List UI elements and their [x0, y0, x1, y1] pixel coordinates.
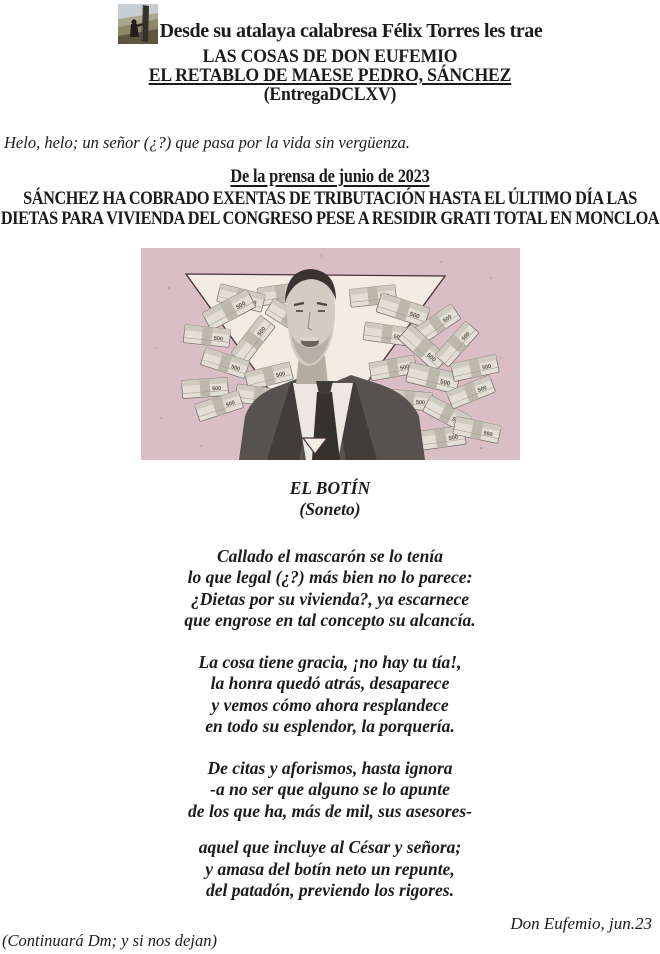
poem-stanza	[0, 758, 660, 823]
poem-line: De citas y aforismos, hasta ignora	[207, 757, 453, 778]
poem-line: que engrose en tal concepto su alcancía.	[184, 610, 476, 630]
poem-line: aquel que incluye al César y señora;	[198, 837, 462, 857]
poem-line: y amasa del botín neto un repunte,	[205, 858, 455, 879]
poem-line: de los que ha, más de mil, sus asesores-	[188, 800, 472, 821]
poem-line: ¿Dietas por su vivienda?, ya escarnece	[190, 588, 469, 609]
author-signature: Don Eufemio, jun.23	[510, 914, 652, 933]
news-headline: SÁNCHEZ HA COBRADO EXENTAS DE TRIBUTACIÓN HASTA EL ÚLTIMO DÍA LAS DIETAS PARA VIVIENDA DEL CONGRESO PESE A RESIDIR GRATI TOTAL EN MONCLOA	[0, 187, 660, 229]
press-section	[0, 166, 660, 230]
poem-line: Callado el mascarón se lo tenía	[216, 545, 444, 566]
poem-stanza	[0, 546, 660, 632]
poem-title: EL BOTÍN	[289, 477, 371, 498]
series-title: LAS COSAS DE DON EUFEMIO	[202, 46, 458, 67]
atalaya-photo-thumbnail	[118, 4, 158, 44]
header	[0, 0, 660, 104]
epigraph-line: Helo, helo; un señor (¿?) que pasa por la vida sin vergüenza.	[4, 133, 410, 152]
poem	[0, 478, 660, 902]
poem-line: en todo su esplendor, la porquería.	[205, 716, 455, 736]
poem-stanza	[0, 652, 660, 738]
poem-line: -a no ser que alguno se lo apunte	[210, 779, 450, 799]
poem-subtitle: (Soneto)	[299, 499, 361, 519]
poem-line: la honra quedó atrás, desaparece	[210, 673, 450, 693]
poem-line: lo que legal (¿?) más bien no lo parece:	[187, 567, 473, 587]
installment-number: (EntregaDCLXV)	[263, 84, 397, 105]
poem-line: La cosa tiene gracia, ¡no hay tu tía!,	[198, 651, 462, 672]
press-section-heading: De la prensa de junio de 2023	[230, 166, 430, 187]
continuation-note: (Continuará Dm; y si nos dejan)	[2, 931, 217, 950]
poem-line: del patadón, previendo los rigores.	[206, 880, 454, 900]
poem-stanza	[0, 837, 660, 902]
work-title: EL RETABLO DE MAESE PEDRO, SÁNCHEZ	[148, 65, 512, 86]
sanchez-money-illustration	[141, 248, 520, 460]
poem-line: y vemos cómo ahora resplandece	[211, 694, 449, 715]
header-byline: Desde su atalaya calabresa Félix Torres les trae	[159, 20, 543, 42]
